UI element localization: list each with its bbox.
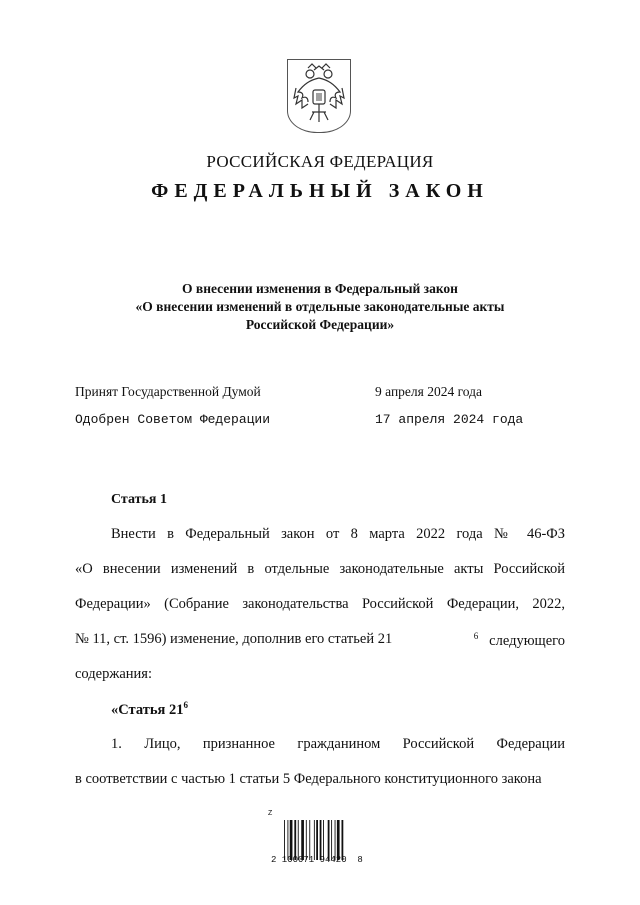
- article-text: следующего: [489, 632, 565, 649]
- law-title: [110, 280, 530, 334]
- article-text-line: «О внесении изменений в отдельные законодательные акты Российской: [75, 561, 565, 577]
- barcode-bar: [294, 820, 296, 860]
- article-text-line: содержания:: [75, 666, 153, 682]
- article-heading: Статья 1: [111, 492, 167, 507]
- article-text: № 11, ст. 1596) изменение, дополнив его статьей 21: [75, 631, 393, 647]
- barcode-bar: [335, 820, 336, 860]
- barcode-bar: [328, 820, 330, 860]
- barcode-number: 2 100071 94420 8: [271, 855, 363, 865]
- country-name: РОССИЙСКАЯ ФЕДЕРАЦИЯ: [206, 152, 434, 171]
- article-text-line: 1. Лицо, признанное гражданином Российской Федерации: [111, 736, 565, 752]
- barcode-bar: [342, 820, 344, 860]
- barcode-bar: [331, 820, 332, 860]
- article-text-line: [75, 631, 565, 650]
- barcode-bar: [287, 820, 288, 860]
- law-title-line: Российской Федерации»: [245, 317, 395, 332]
- barcode-bar: [298, 820, 299, 860]
- barcode-mark: Z: [268, 810, 273, 817]
- adoption-date: 17 апреля 2024 года: [375, 412, 524, 427]
- barcode-bar: [320, 820, 322, 860]
- law-type-heading: ФЕДЕРАЛЬНЫЙ ЗАКОН: [151, 180, 489, 202]
- barcode-bar: [284, 820, 285, 860]
- barcode-bar: [309, 820, 310, 860]
- article-text-line: в соответствии с частью 1 статьи 5 Федерального конституционного закона: [75, 771, 542, 787]
- barcode-bar: [314, 820, 315, 860]
- article-21-heading: [111, 700, 188, 719]
- double-headed-eagle-icon: [290, 62, 348, 130]
- barcode-bar: [323, 820, 324, 860]
- superscript: 6: [473, 631, 479, 641]
- barcode-bar: [337, 820, 340, 860]
- barcode-bar: [301, 820, 304, 860]
- barcode: [284, 820, 364, 860]
- article-heading-text: «Статья 21: [111, 701, 184, 718]
- superscript: 6: [183, 700, 188, 710]
- adoption-org: Одобрен Советом Федерации: [75, 412, 271, 427]
- adoption-date: 9 апреля 2024 года: [375, 384, 483, 399]
- barcode-bar: [290, 820, 293, 860]
- state-emblem: [287, 59, 351, 133]
- article-text-line: Федерации» (Собрание законодательства Российской Федерации, 2022,: [75, 596, 565, 612]
- article-text-segment: [75, 631, 470, 650]
- law-title-line: «О внесении изменений в отдельные законодательные акты: [135, 299, 505, 314]
- law-title-line: О внесении изменения в Федеральный закон: [182, 281, 458, 296]
- article-text-line: Внести в Федеральный закон от 8 марта 2022 года № 46-ФЗ: [111, 526, 565, 542]
- adoption-org: Принят Государственной Думой: [75, 384, 261, 399]
- barcode-bar: [306, 820, 307, 860]
- article-text: [474, 631, 565, 650]
- barcode-bar: [316, 820, 318, 860]
